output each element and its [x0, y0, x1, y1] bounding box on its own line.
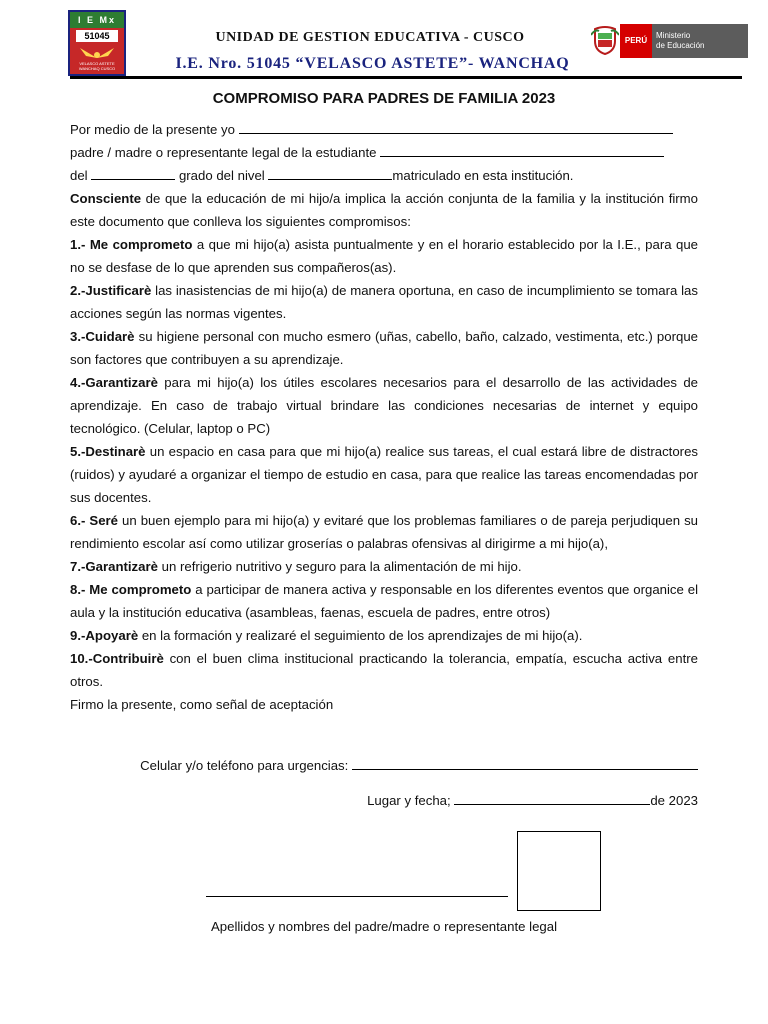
wing-icon [78, 46, 116, 60]
commitment-item: 5.-Destinarè un espacio en casa para que mi hijo(a) realice sus tareas, el cual estará libre de distractores (ruidos) y ayudaré a organizar el tiempo de estudio en casa, para que realice las tareas encomendadas por sus docentes. [70, 444, 698, 505]
place-date-blank[interactable] [454, 792, 650, 805]
document-body [70, 118, 698, 716]
name-blank[interactable] [239, 121, 673, 134]
signature-caption: Apellidos y nombres del padre/madre o representante legal [210, 919, 557, 934]
ministry-logo [620, 24, 748, 58]
commitment-item: 1.- Me comprometo a que mi hijo(a) asista puntualmente y en el horario establecido por la I.E., para que no se desfase de lo que aprenden sus compañeros(as). [70, 237, 698, 275]
commitment-item: 3.-Cuidarè su higiene personal con mucho esmero (uñas, cabello, baño, calzado, vestimenta, etc.) porque son factores que contribuyen a su aprendizaje. [70, 329, 698, 367]
intro-line-2: padre / madre o representante legal de la estudiante [70, 141, 698, 164]
ministry-label: Ministerio de Educación [656, 31, 705, 50]
unidad-heading: UNIDAD DE GESTION EDUCATIVA - CUSCO [215, 30, 525, 45]
intro-line-3: del grado del nivel matriculado en esta institución. [70, 168, 574, 183]
consciente-paragraph: Consciente de que la educación de mi hijo/a implica la acción conjunta de la familia y la institución firmo este documento que conlleva los siguientes compromisos: [70, 191, 698, 229]
signature-line[interactable] [206, 896, 508, 897]
institution-heading: I.E. Nro. 51045 “VELASCO ASTETE”- WANCHAQ [175, 55, 570, 72]
firmo-line: Firmo la presente, como señal de aceptación [70, 697, 334, 712]
intro-line-1: Por medio de la presente yo [70, 118, 698, 141]
phone-line: Celular y/o teléfono para urgencias: [70, 757, 698, 773]
grade-blank[interactable] [91, 167, 175, 180]
document-title: COMPROMISO PARA PADRES DE FAMILIA 2023 [212, 90, 556, 107]
commitment-item: 6.- Seré un buen ejemplo para mi hijo(a) y evitaré que los problemas familiares o de pareja perjudiquen su rendimiento escolar así como utilizar groserías o palabras ofensivas al dirigirme a mi hijo(a), [70, 513, 698, 551]
phone-blank[interactable] [352, 757, 698, 770]
commitment-item: 10.-Contribuirè con el buen clima institucional practicando la tolerancia, empatía, escucha activa entre otros. [70, 651, 698, 689]
fingerprint-box[interactable] [517, 831, 601, 911]
commitment-item: 2.-Justificarè las inasistencias de mi hijo(a) de manera oportuna, en caso de incumplimiento se tomara las acciones según las normas vigentes. [70, 283, 698, 321]
logo-top-text: I E Mx [70, 12, 124, 28]
logo-caption: VELASCO ASTETE WANCHAQ CUSCO [78, 61, 116, 71]
commitment-item: 7.-Garantizarè un refrigerio nutritivo y seguro para la alimentación de mi hijo. [70, 559, 522, 574]
national-shield-icon [591, 25, 619, 55]
commitment-item: 4.-Garantizarè para mi hijo(a) los útiles escolares necesarios para el desarrollo de las actividades de aprendizaje. En caso de trabajo virtual brindare las condiciones necesarias de internet y equipo tecnológico. (Celular, laptop o PC) [70, 375, 698, 436]
peru-badge: PERÚ [620, 24, 652, 58]
place-date-line: Lugar y fecha; de 2023 [367, 793, 698, 808]
commitment-item: 9.-Apoyarè en la formación y realizaré el seguimiento de los aprendizajes de mi hijo(a). [70, 628, 583, 643]
logo-number: 51045 [76, 30, 118, 42]
school-logo [68, 10, 126, 76]
commitment-item: 8.- Me comprometo a participar de manera activa y responsable en los diferentes eventos que organice el aula y la institución educativa (asambleas, faenas, escuela de padres, entre otros) [70, 582, 699, 620]
student-blank[interactable] [380, 144, 664, 157]
level-blank[interactable] [268, 167, 392, 180]
header-divider [70, 76, 742, 79]
